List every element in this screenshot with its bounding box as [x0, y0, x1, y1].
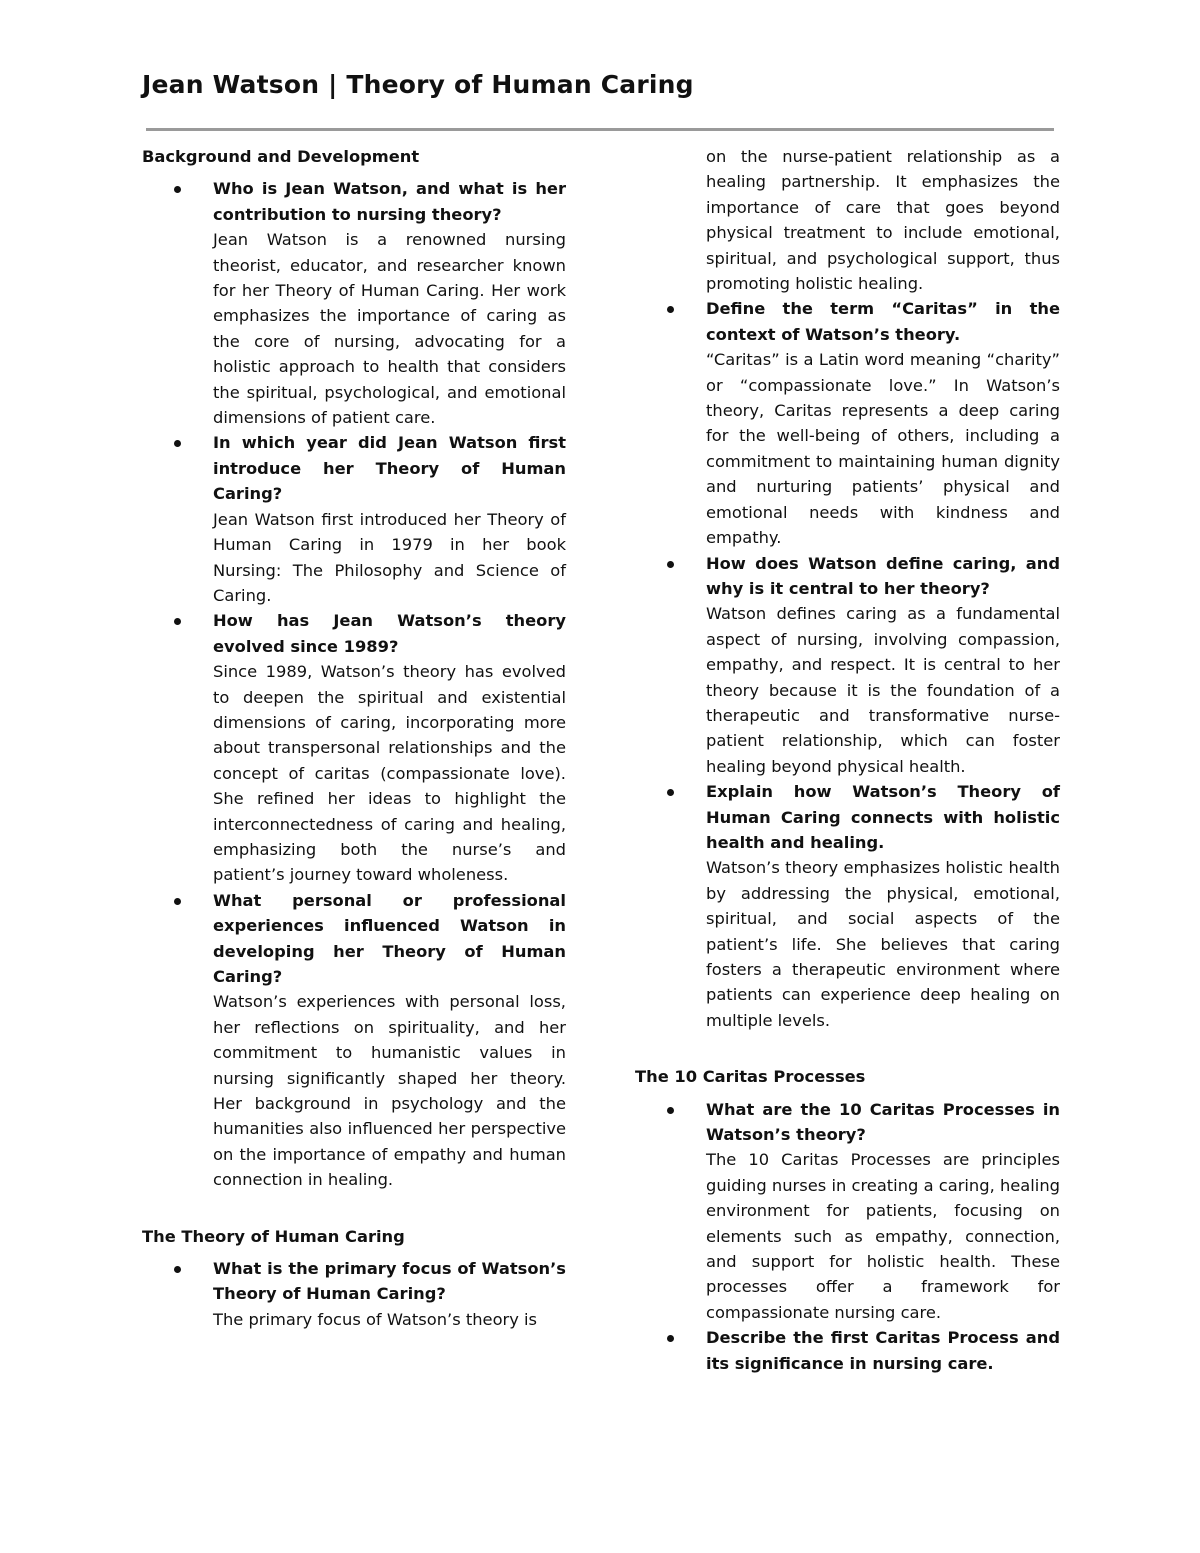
caritas-question-list [635, 1090, 1060, 1376]
question-text: What personal or professional experiences influenced Watson in developing her Theory of Human Caring? [213, 890, 566, 986]
answer-text: Jean Watson first introduced her Theory of Human Caring in 1979 in her book Nursing: The Philosophy and Science of Caring. [213, 509, 566, 605]
bullet-icon [667, 1335, 674, 1342]
question-text: How has Jean Watson’s theory evolved since 1989? [213, 611, 566, 656]
question-text: Define the term “Caritas” in the context of Watson’s theory. [706, 299, 1060, 344]
bullet-icon [174, 618, 181, 625]
answer-text: Watson’s theory emphasizes holistic health by addressing the physical, emotional, spiritual, and social aspects of the patient’s life. She believes that caring fosters a therapeutic environment where patients can experience deep healing on multiple levels. [706, 858, 1060, 1030]
bullet-icon [667, 1107, 674, 1114]
bullet-icon [667, 789, 674, 796]
list-item [142, 608, 566, 887]
question-text: Explain how Watson’s Theory of Human Caring connects with holistic health and healing. [706, 782, 1060, 852]
list-item [142, 888, 566, 1193]
bullet-icon [174, 186, 181, 193]
bullet-icon [667, 306, 674, 313]
list-item [142, 176, 566, 430]
question-text: Who is Jean Watson, and what is her contribution to nursing theory? [213, 179, 566, 224]
question-text: Describe the first Caritas Process and its significance in nursing care. [706, 1328, 1060, 1373]
answer-text: Watson defines caring as a fundamental aspect of nursing, involving compassion, empathy, and respect. It is central to her theory because it is the foundation of a therapeutic and transformative nurse-patient relationship, which can foster healing beyond physical health. [706, 604, 1060, 776]
list-item [142, 430, 566, 608]
left-column [142, 144, 566, 1332]
section-heading-theory: The Theory of Human Caring [142, 1226, 405, 1246]
title-divider [146, 128, 1054, 131]
question-text: How does Watson define caring, and why is it central to her theory? [706, 553, 1060, 598]
answer-text: “Caritas” is a Latin word meaning “charity” or “compassionate love.” In Watson’s theory, Caritas represents a deep caring for the well-being of others, including a commitment to maintaining human dignity and nurturing patients’ physical and emotional needs with kindness and empathy. [706, 350, 1060, 548]
section-heading-background: Background and Development [142, 147, 420, 166]
bullet-icon [174, 1266, 181, 1273]
question-text: In which year did Jean Watson first introduce her Theory of Human Caring? [213, 433, 566, 504]
document-title: Jean Watson | Theory of Human Caring [142, 70, 694, 99]
list-item [635, 551, 1060, 780]
question-text: What is the primary focus of Watson’s Theory of Human Caring? [213, 1259, 566, 1304]
list-item [142, 1256, 566, 1332]
section-heading-caritas: The 10 Caritas Processes [635, 1067, 866, 1087]
list-item [635, 779, 1060, 1033]
list-item [635, 296, 1060, 550]
theory-question-list [142, 1249, 566, 1332]
bullet-icon [174, 898, 181, 905]
background-question-list [142, 169, 566, 1192]
list-item [635, 1097, 1060, 1326]
question-text: What are the 10 Caritas Processes in Watson’s theory? [706, 1099, 1060, 1145]
answer-continued-text: on the nurse-patient relationship as a healing partnership. It emphasizes the importance of care that goes beyond physical treatment to include emotional, spiritual, and psychological support, thus promoting holistic healing. [706, 147, 1060, 294]
answer-text: The primary focus of Watson’s theory is [213, 1309, 538, 1329]
list-item [635, 1325, 1060, 1376]
answer-text: The 10 Caritas Processes are principles guiding nurses in creating a caring, healing environment for patients, focusing on elements such as empathy, connection, and support for holistic health. These processes offer a framework for compassionate nursing care. [706, 1150, 1060, 1322]
answer-text: Since 1989, Watson’s theory has evolved to deepen the spiritual and existential dimensions of caring, incorporating more about transpersonal relationships and the concept of caritas (compassionate love). She refined her ideas to highlight the interconnectedness of caring and healing, emphasizing both the nurse’s and patient’s journey toward wholeness. [213, 662, 566, 885]
answer-text: Watson’s experiences with personal loss, her reflections on spirituality, and her commitment to humanistic values in nursing significantly shaped her theory. Her background in psychology and the humanities also influenced her perspective on the importance of empathy and human connection in healing. [213, 992, 566, 1190]
answer-text: Jean Watson is a renowned nursing theorist, educator, and researcher known for her Theory of Human Caring. Her work emphasizes the importance of caring as the core of nursing, advocating for a holistic approach to health that considers the spiritual, psychological, and emotional dimensions of patient care. [213, 230, 566, 428]
theory-question-list-continued [635, 296, 1060, 1033]
bullet-icon [667, 561, 674, 568]
right-column [635, 144, 1060, 1376]
bullet-icon [174, 440, 181, 447]
